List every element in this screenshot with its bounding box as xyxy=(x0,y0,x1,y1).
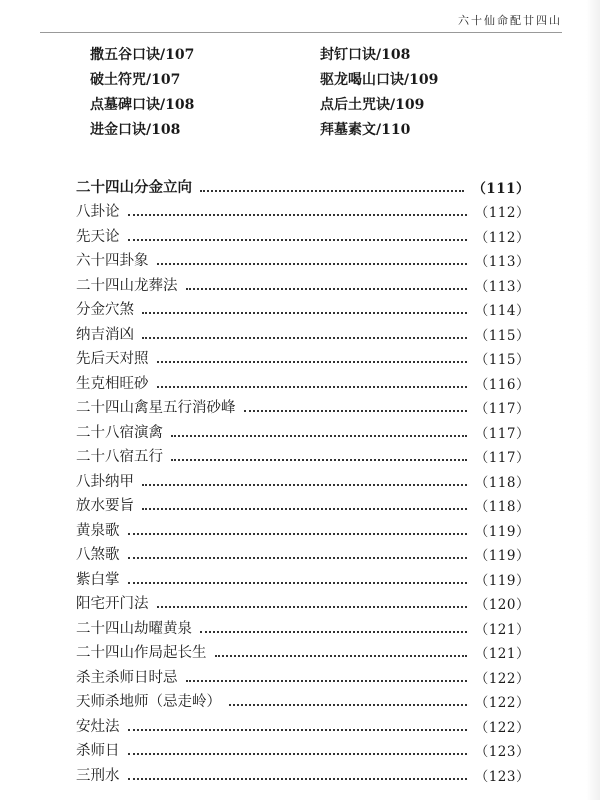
toc-entry xyxy=(76,613,530,638)
toc-page-number: （117） xyxy=(474,425,530,442)
toc-entry xyxy=(76,711,530,736)
toc-title: 三刑水 xyxy=(76,767,120,784)
dot-leader xyxy=(128,729,467,731)
dot-leader xyxy=(128,582,467,584)
toc-page-number: （119） xyxy=(474,572,530,589)
toc-title: 二十四山劫曜黄泉 xyxy=(76,620,192,637)
toc-entry xyxy=(76,687,530,712)
toc-title: 二十四山禽星五行消砂峰 xyxy=(76,400,236,416)
toc-page-number: （117） xyxy=(474,401,530,417)
toc-entry xyxy=(76,760,530,785)
dot-leader xyxy=(200,190,464,192)
toc-title: 安灶法 xyxy=(76,718,120,735)
dot-leader xyxy=(128,239,467,241)
toc-title: 先后天对照 xyxy=(76,351,149,367)
page-edge-shadow xyxy=(586,0,600,800)
spell-list xyxy=(90,46,470,139)
spell-item: 撒五谷口诀/107 xyxy=(90,47,195,63)
toc-entry xyxy=(76,393,530,418)
toc-page-number: （115） xyxy=(474,352,530,368)
toc-title: 生克相旺砂 xyxy=(76,375,149,392)
spell-item: 拜墓素文/110 xyxy=(320,122,411,138)
toc-entry xyxy=(76,368,530,393)
dot-leader xyxy=(171,459,467,461)
running-head: 六十仙命配廿四山 xyxy=(458,14,562,27)
dot-leader xyxy=(128,557,467,559)
toc-entry xyxy=(76,736,530,761)
toc-entry xyxy=(76,515,530,540)
dot-leader xyxy=(171,435,467,437)
toc-entry xyxy=(76,638,530,663)
table-of-contents xyxy=(76,172,530,785)
dot-leader xyxy=(128,533,467,535)
toc-page-number: （111） xyxy=(472,180,530,197)
dot-leader xyxy=(142,508,467,510)
toc-title: 阳宅开门法 xyxy=(76,596,149,612)
toc-page-number: （113） xyxy=(474,254,530,270)
toc-title: 二十四山龙葬法 xyxy=(76,277,178,294)
dot-leader xyxy=(157,606,467,608)
dot-leader xyxy=(200,631,467,633)
spell-item: 点后土咒诀/109 xyxy=(320,97,425,113)
toc-entry xyxy=(76,197,530,222)
toc-title: 先天论 xyxy=(76,228,120,245)
toc-page-number: （117） xyxy=(474,450,530,466)
toc-title: 八卦论 xyxy=(76,204,120,220)
dot-leader xyxy=(142,337,467,339)
toc-page-number: （119） xyxy=(474,523,530,540)
spell-item: 封钉口诀/108 xyxy=(320,47,411,63)
toc-page-number: （120） xyxy=(474,597,530,613)
dot-leader xyxy=(142,312,467,314)
toc-section-heading xyxy=(76,172,530,197)
toc-title: 杀师日 xyxy=(76,743,120,759)
toc-title: 二十八宿五行 xyxy=(76,449,163,465)
toc-entry xyxy=(76,564,530,589)
toc-page-number: （119） xyxy=(474,548,530,564)
toc-page-number: （118） xyxy=(474,474,530,491)
dot-leader xyxy=(142,484,467,486)
toc-entry xyxy=(76,540,530,565)
toc-title: 放水要旨 xyxy=(76,498,134,514)
toc-page-number: （115） xyxy=(474,327,530,344)
toc-page-number: （122） xyxy=(474,670,530,687)
toc-entry xyxy=(76,491,530,516)
toc-title: 二十四山作局起长生 xyxy=(76,645,207,661)
toc-page-number: （112） xyxy=(474,229,530,246)
toc-page-number: （122） xyxy=(474,695,530,711)
toc-page-number: （116） xyxy=(474,376,530,393)
toc-title: 天师杀地师（忌走岭） xyxy=(76,694,221,710)
dot-leader xyxy=(229,704,467,706)
dot-leader xyxy=(186,288,467,290)
dot-leader xyxy=(215,655,467,657)
toc-entry xyxy=(76,319,530,344)
toc-title: 分金穴煞 xyxy=(76,302,134,318)
spell-item: 破土符咒/107 xyxy=(90,72,181,88)
header-rule xyxy=(40,32,562,33)
toc-page-number: （123） xyxy=(474,744,530,760)
toc-title: 六十四卦象 xyxy=(76,253,149,269)
toc-title: 杀主杀师日时忌 xyxy=(76,669,178,686)
dot-leader xyxy=(244,410,467,412)
dot-leader xyxy=(186,680,467,682)
dot-leader xyxy=(157,361,467,363)
toc-page-number: （122） xyxy=(474,719,530,736)
toc-entry xyxy=(76,295,530,320)
toc-entry xyxy=(76,662,530,687)
toc-page-number: （112） xyxy=(474,205,530,221)
toc-page-number: （121） xyxy=(474,621,530,638)
toc-entry xyxy=(76,270,530,295)
toc-entry xyxy=(76,589,530,614)
toc-entry xyxy=(76,221,530,246)
spell-item: 点墓碑口诀/108 xyxy=(90,97,195,113)
toc-page-number: （113） xyxy=(474,278,530,295)
toc-page-number: （114） xyxy=(474,303,530,319)
toc-title: 紫白掌 xyxy=(76,571,120,588)
toc-title: 纳吉消凶 xyxy=(76,326,134,343)
toc-page-number: （118） xyxy=(474,499,530,515)
spell-item: 驱龙喝山口诀/109 xyxy=(320,72,439,88)
toc-entry xyxy=(76,466,530,491)
dot-leader xyxy=(128,214,467,216)
dot-leader xyxy=(157,386,467,388)
toc-title: 黄泉歌 xyxy=(76,522,120,539)
toc-title: 八卦纳甲 xyxy=(76,473,134,490)
toc-entry xyxy=(76,246,530,271)
toc-entry xyxy=(76,417,530,442)
toc-entry xyxy=(76,344,530,369)
dot-leader xyxy=(157,263,467,265)
spell-item: 进金口诀/108 xyxy=(90,122,181,138)
toc-title: 二十八宿演禽 xyxy=(76,424,163,441)
toc-page-number: （121） xyxy=(474,646,530,662)
toc-title: 八煞歌 xyxy=(76,547,120,563)
toc-entry xyxy=(76,442,530,467)
toc-title: 二十四山分金立向 xyxy=(76,178,192,196)
dot-leader xyxy=(128,753,467,755)
toc-page-number: （123） xyxy=(474,768,530,785)
dot-leader xyxy=(128,778,467,780)
